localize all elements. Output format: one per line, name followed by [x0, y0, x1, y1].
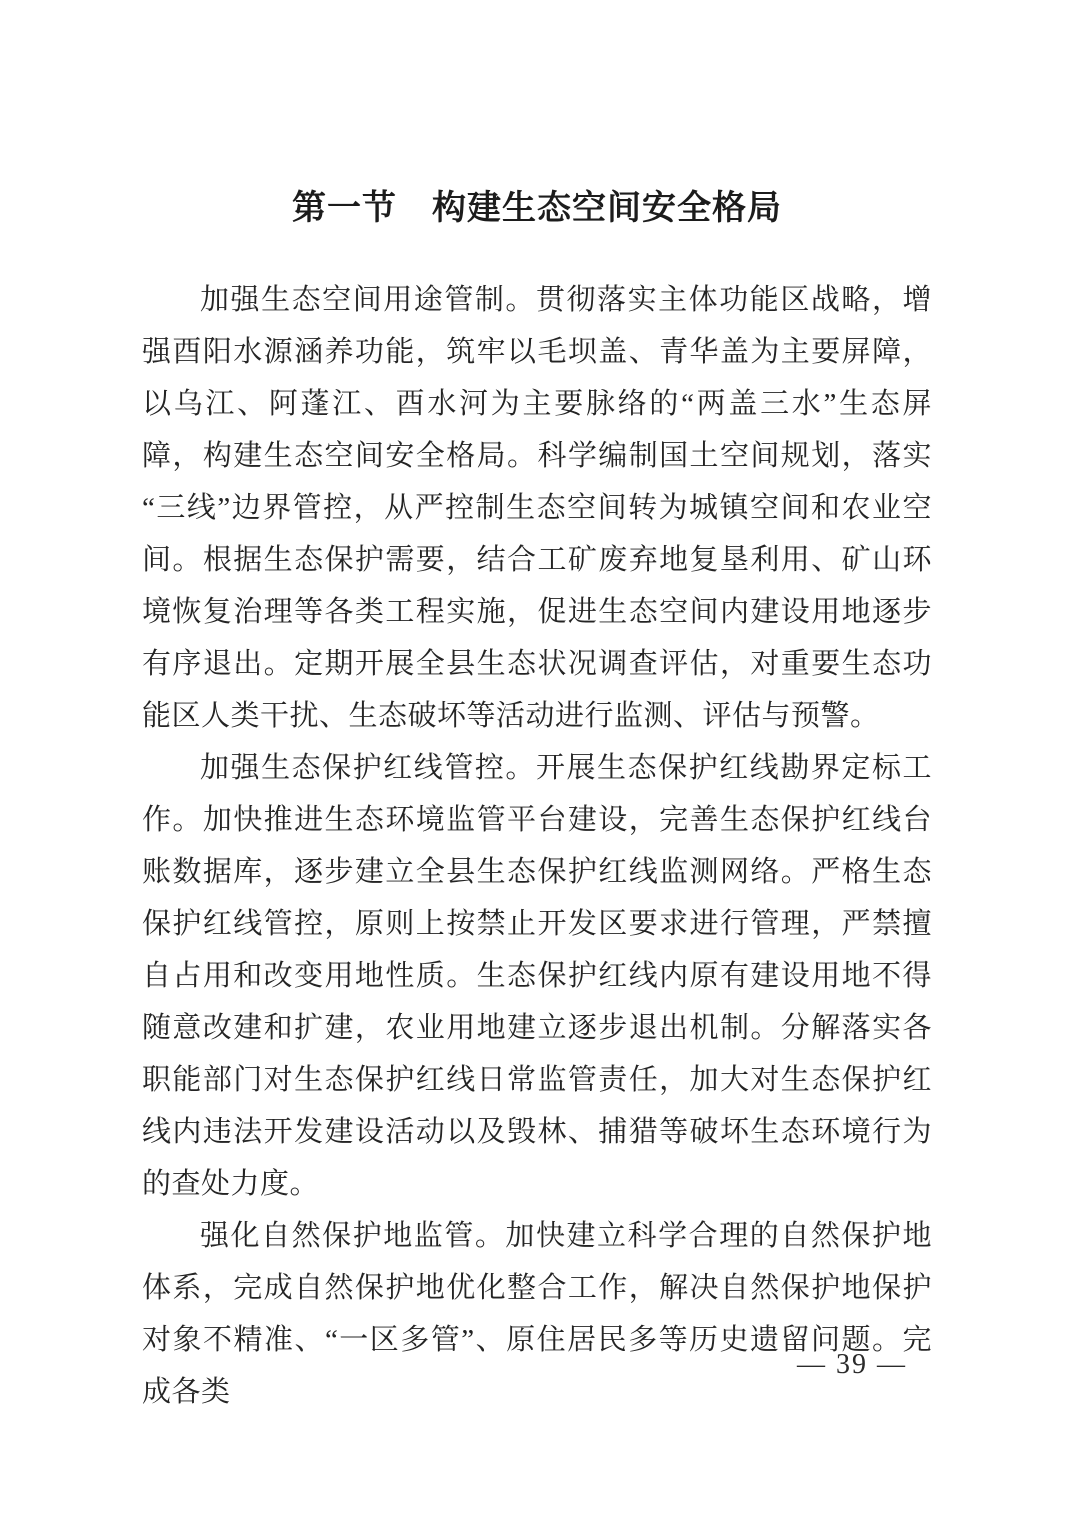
- paragraph: 强化自然保护地监管。加快建立科学合理的自然保护地体系，完成自然保护地优化整合工作，解决自然保护地保护对象不精准、“一区多管”、原住居民多等历史遗留问题。完成各类: [142, 1220, 932, 1408]
- section-heading: 第一节 构建生态空间安全格局: [292, 190, 782, 227]
- page-number: — 39 —: [797, 1349, 907, 1380]
- paragraph: 加强生态空间用途管制。贯彻落实主体功能区战略，增强酉阳水源涵养功能，筑牢以毛坝盖、青华盖为主要屏障，以乌江、阿蓬江、酉水河为主要脉络的“两盖三水”生态屏障，构建生态空间安全格局。科学编制国土空间规划，落实“三线”边界管控，从严控制生态空间转为城镇空间和农业空间。根据生态保护需要，结合工矿废弃地复垦利用、矿山环境恢复治理等各类工程实施，促进生态空间内建设用地逐步有序退出。定期开展全县生态状况调查评估，对重要生态功能区人类干扰、生态破坏等活动进行监测、评估与预警。: [142, 284, 932, 732]
- paragraph: 加强生态保护红线管控。开展生态保护红线勘界定标工作。加快推进生态环境监管平台建设，完善生态保护红线台账数据库，逐步建立全县生态保护红线监测网络。严格生态保护红线管控，原则上按禁止开发区要求进行管理，严禁擅自占用和改变用地性质。生态保护红线内原有建设用地不得随意改建和扩建，农业用地建立逐步退出机制。分解落实各职能部门对生态保护红线日常监管责任，加大对生态保护红线内违法开发建设活动以及毁林、捕猎等破坏生态环境行为的查处力度。: [142, 752, 932, 1200]
- body-text: [142, 274, 932, 1418]
- page-content: [142, 188, 932, 1418]
